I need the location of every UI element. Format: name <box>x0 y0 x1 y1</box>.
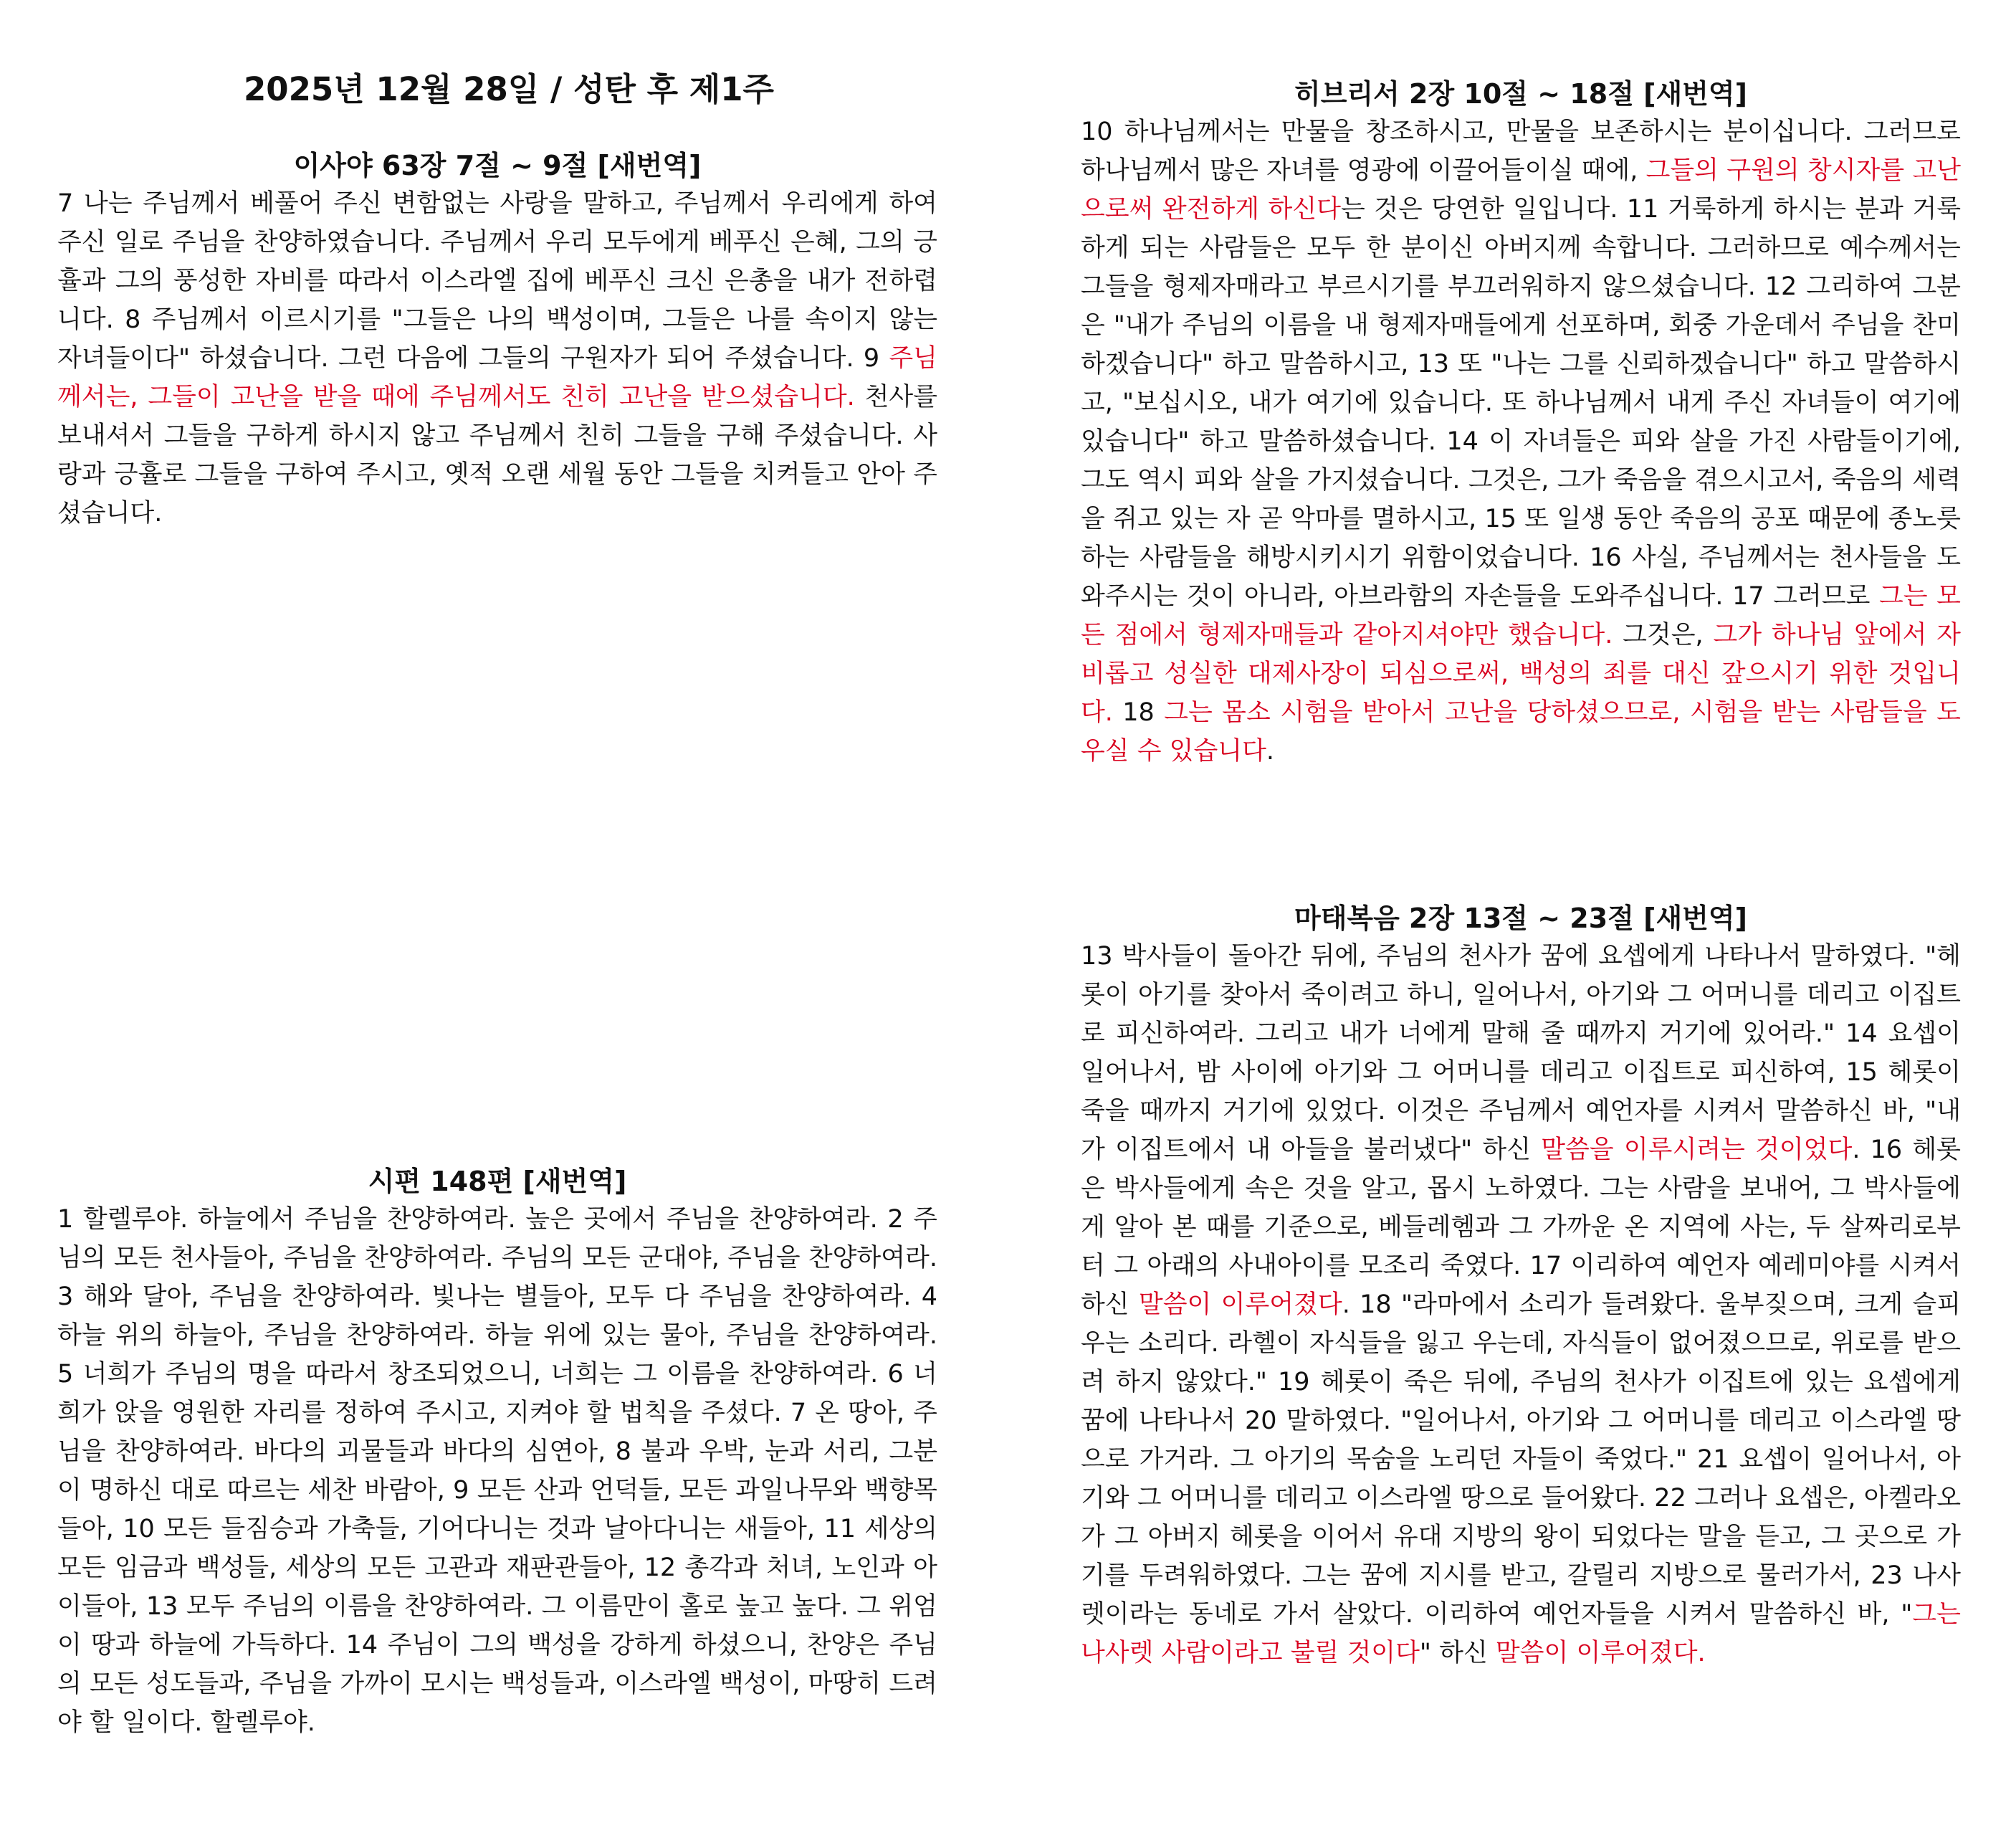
reading-psalm <box>57 1163 937 1742</box>
verse-text: 18 <box>1112 698 1165 727</box>
verse-text: 11 거룩하게 하시는 분과 거룩하게 되는 사람들은 모두 한 분이신 아버지께 속합니다. 그러하므로 예수께서는 그들을 형제자매라고 부르시기를 부끄러워하지 않으셨습니다. 12 그리하여 그분은 "내가 주님의 이름을 내 형제자매들에게 선포하며, 회중 가운데서 주님을 찬미하겠습니다" 하고 말씀하시고, 13 또 "나는 그를 신뢰하겠습니다" 하고 말씀하시고, "보십시오, 내가 여기에 있습니다. 또 하나님께서 내게 주신 자녀들이 여기에 있습니다" 하고 말씀하셨습니다. <box>1081 195 1962 456</box>
highlighted-text: 그는 몸소 시험을 받아서 고난을 당하셨으므로, 시험을 받는 사람들을 도우실 수 있습니다 <box>1081 698 1961 766</box>
verse-text: 14 이 자녀들은 피와 살을 가진 사람들이기에, 그도 역시 피와 살을 가지셨습니다. 그것은, 그가 죽음을 겪으시고서, 죽음의 세력을 쥐고 있는 자 곧 악마를 멸하시고, 15 또 일생 동안 죽음의 공포 때문에 종노릇하는 사람들을 해방시키시기 위함이었습니다. 16 사실, 주님께서는 천사들을 도와주시는 것이 아니라, 아브라함의 자손들을 도와주십니다. <box>1081 427 1961 611</box>
section-heading: 이사야 63장 7절 ~ 9절 [새번역] <box>293 150 702 181</box>
highlighted-text: 말씀을 이루시려는 것이었다 <box>1541 1136 1853 1164</box>
highlighted-text: 말씀이 이루어졌다. <box>1495 1639 1706 1667</box>
verse-text: 그것은, <box>1613 621 1714 649</box>
verse-text: . <box>1266 737 1275 766</box>
verse-text: 7 나는 주님께서 베풀어 주신 변함없는 사랑을 말하고, 주님께서 우리에게 하여 주신 일로 주님을 찬양하였습니다. 주님께서 우리 모두에게 베푸신 은혜, 그의 긍휼과 그의 풍성한 자비를 따라서 이스라엘 집에 베푸신 크신 은총을 내가 전하렵니다. <box>57 189 937 334</box>
reading-isaiah <box>57 147 937 533</box>
verse-text: 13 박사들이 돌아간 뒤에, 주님의 천사가 꿈에 요셉에게 나타나서 말하였다. "헤롯이 아기를 찾아서 죽이려고 하니, 일어나서, 아기와 그 어머니를 데리고 이집트로 피신하여라. 그리고 내가 너에게 말해 줄 때까지 거기에 있어라." 14 요셉이 일어나서, 밤 사이에 아기와 그 어머니를 데리고 이집트로 피신하여, 15 헤롯이 죽을 때까지 거기에 있었다. 이것은 주님께서 예언자를 시켜서 말씀하신 바, "내가 이집트에서 내 아들을 불러냈다" 하신 <box>1081 942 1961 1164</box>
highlighted-text: 말씀이 이루어졌다 <box>1138 1290 1342 1319</box>
verse-text: 9 <box>863 344 889 373</box>
verse-text: 1 할렐루야. 하늘에서 주님을 찬양하여라. 높은 곳에서 주님을 찬양하여라. 2 주님의 모든 천사들아, 주님을 찬양하여라. 주님의 모든 군대야, 주님을 찬양하여라. 3 해와 달아, 주님을 찬양하여라. 빛나는 별들아, 모두 다 주님을 찬양하여라. 4 하늘 위의 하늘아, 주님을 찬양하여라. 하늘 위에 있는 물아, 주님을 찬양하여라. 5 너희가 주님의 명을 따라서 창조되었으니, 너희는 그 이름을 찬양하여라. 6 너희가 앉을 영원한 자리를 정하여 주시고, 지켜야 할 법칙을 주셨다. 7 온 땅아, 주님을 찬양하여라. 바다의 괴물들과 바다의 심연아, 8 불과 우박, 눈과 서리, 그분이 명하신 대로 따르는 세찬 바람아, 9 모든 산과 언덕들, 모든 과일나무와 백향목들아, 10 모든 들짐승과 가축들, 기어다니는 것과 날아다니는 새들아, 11 세상의 모든 임금과 백성들, 세상의 모든 고관과 재판관들아, 12 총각과 처녀, 노인과 아이들아, 13 모두 주님의 이름을 찬양하여라. 그 이름만이 홀로 높고 높다. 그 위엄이 땅과 하늘에 가득하다. 14 주님이 그의 백성을 강하게 하셨으니, 찬양은 주님의 모든 성도들과, 주님을 가까이 모시는 백성들과, 이스라엘 백성이, 마땅히 드려야 할 일이다. 할렐루야. <box>57 1205 937 1737</box>
section-heading: 히브리서 2장 10절 ~ 18절 [새번역] <box>1294 78 1747 110</box>
scripture-text <box>57 1200 937 1742</box>
highlighted-text: 그가 하나님 앞에서 자비롭고 성실한 대제사장이 되심으로써, 백성의 죄를 대신 갚으시기 위한 것입니다. <box>1081 621 1961 727</box>
verse-text: 8 주님께서 이르시기를 "그들은 나의 백성이며, 그들은 나를 속이지 않는 자녀들이다" 하셨습니다. 그런 다음에 그들의 구원자가 되어 주셨습니다. <box>57 305 937 373</box>
highlighted-text: 주님께서는, 그들이 고난을 받을 때에 주님께서도 친히 고난을 받으셨습니다. <box>57 344 937 411</box>
highlighted-text: 그들의 구원의 창시자를 고난으로써 완전하게 하신다 <box>1081 156 1961 224</box>
highlighted-text: 그는 나사렛 사람이라고 불릴 것이다 <box>1081 1600 1961 1667</box>
page-title: 2025년 12월 28일 / 성탄 후 제1주 <box>244 70 774 108</box>
highlighted-text: 그는 모든 점에서 형제자매들과 같아지셔야만 했습니다. <box>1081 582 1961 649</box>
verse-text: 10 하나님께서는 만물을 창조하시고, 만물을 보존하시는 분이십니다. 그러므로 하나님께서 많은 자녀를 영광에 이끌어들이실 때에, <box>1081 118 1961 185</box>
verse-text: " 하신 <box>1419 1639 1496 1667</box>
scripture-text <box>1081 937 1961 1672</box>
verse-text: . 18 "라마에서 소리가 들려왔다. 울부짖으며, 크게 슬피 우는 소리다. 라헬이 자식들을 잃고 우는데, 자식들이 없어졌으므로, 위로를 받으려 하지 않았다." 19 헤롯이 죽은 뒤에, 주님의 천사가 이집트에 있는 요셉에게 꿈에 나타나서 20 말하였다. "일어나서, 아기와 그 어머니를 데리고 이스라엘 땅으로 가거라. 그 아기의 목숨을 노리던 자들이 죽었다." 21 요셉이 일어나서, 아기와 그 어머니를 데리고 이스라엘 땅으로 들어왔다. 22 그러나 요셉은, 아켈라오가 그 아버지 헤롯을 이어서 유대 지방의 왕이 되었다는 말을 듣고, 그 곳으로 가기를 두려워하였다. 그는 꿈에 지시를 받고, 갈릴리 지방으로 물러가서, 23 나사렛이라는 동네로 가서 살았다. 이리하여 예언자들을 시켜서 말씀하신 바, " <box>1081 1290 1961 1629</box>
reading-hebrews <box>1081 75 1961 771</box>
verse-text: 천사를 보내셔서 그들을 구하게 하시지 않고 주님께서 친히 그들을 구해 주셨습니다. 사랑과 긍휼로 그들을 구하여 주시고, 옛적 오랜 세월 동안 그들을 치켜들고 안아 주셨습니다. <box>57 383 938 528</box>
reading-matthew <box>1081 900 1961 1672</box>
verse-text: 는 것은 당연한 일입니다. <box>1340 195 1627 224</box>
verse-text: 17 그러므로 <box>1732 582 1879 611</box>
section-heading: 마태복음 2장 13절 ~ 23절 [새번역] <box>1294 903 1747 934</box>
section-heading: 시편 148편 [새번역] <box>368 1166 627 1197</box>
verse-text: . 16 헤롯은 박사들에게 속은 것을 알고, 몹시 노하였다. 그는 사람을 보내어, 그 박사들에게 알아 본 때를 기준으로, 베들레헴과 그 가까운 온 지역에 사는, 두 살짜리로부터 그 아래의 사내아이를 모조리 죽였다. 17 이리하여 예언자 예레미야를 시켜서 하신 <box>1081 1136 1961 1319</box>
scripture-text <box>57 184 937 533</box>
scripture-text <box>1081 113 1961 771</box>
